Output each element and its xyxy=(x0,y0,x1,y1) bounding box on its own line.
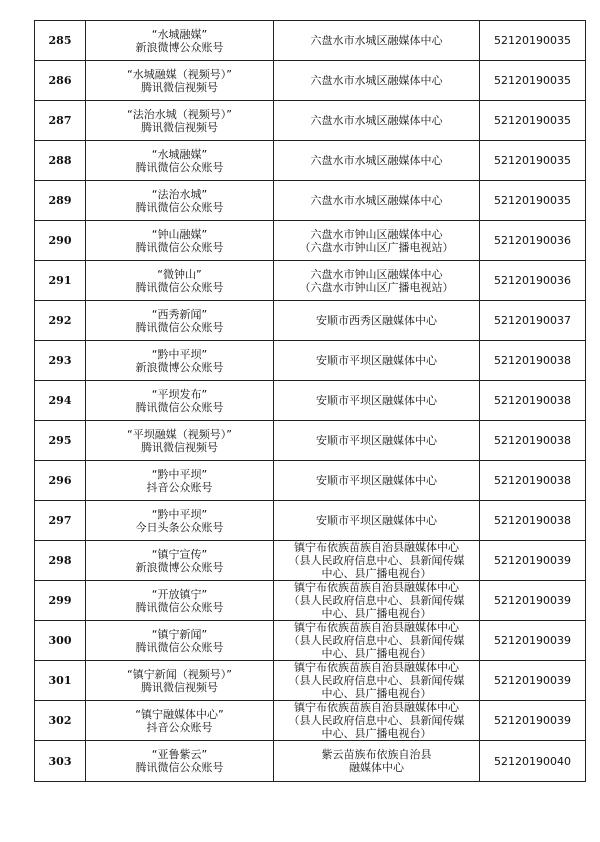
table-row xyxy=(35,341,586,381)
account-name-cell xyxy=(86,341,274,381)
license-code-cell: 52120190035 xyxy=(480,181,586,221)
organization-line: 安顺市平坝区融媒体中心 xyxy=(316,474,437,487)
license-code-cell: 52120190035 xyxy=(480,61,586,101)
license-code-cell: 52120190036 xyxy=(480,261,586,301)
organization-line: 安顺市平坝区融媒体中心 xyxy=(316,354,437,367)
organization-line: 六盘水市水城区融媒体中心 xyxy=(310,154,443,167)
table-row xyxy=(35,181,586,221)
account-name-cell xyxy=(86,741,274,782)
table-row xyxy=(35,221,586,261)
table-row xyxy=(35,741,586,782)
row-number-cell: 295 xyxy=(35,421,86,461)
table-row xyxy=(35,701,586,741)
license-code-cell: 52120190035 xyxy=(480,141,586,181)
organization-cell xyxy=(274,301,480,341)
account-name-cell xyxy=(86,141,274,181)
organization-line: 中心、县广播电视台） xyxy=(321,607,432,620)
row-number-cell: 290 xyxy=(35,221,86,261)
license-code-cell: 52120190040 xyxy=(480,741,586,782)
table-row xyxy=(35,541,586,581)
account-name-line: “平坝融媒（视频号）” xyxy=(127,427,232,441)
license-code-cell: 52120190039 xyxy=(480,621,586,661)
organization-cell xyxy=(274,581,480,621)
license-code-cell: 52120190038 xyxy=(480,461,586,501)
table-row xyxy=(35,421,586,461)
organization-line: 安顺市平坝区融媒体中心 xyxy=(316,434,437,447)
account-name-line: 新浪微博公众账号 xyxy=(135,360,224,374)
account-name-line: “水城融媒（视频号）” xyxy=(127,67,232,81)
organization-line: 镇宁布依族苗族自治县融媒体中心 xyxy=(294,541,459,554)
organization-cell xyxy=(274,421,480,461)
account-name-line: “平坝发布” xyxy=(151,387,208,401)
account-name-cell xyxy=(86,381,274,421)
account-name-line: 腾讯微信视频号 xyxy=(141,120,218,134)
license-code-cell: 52120190036 xyxy=(480,221,586,261)
account-name-cell xyxy=(86,701,274,741)
organization-line: 镇宁布依族苗族自治县融媒体中心 xyxy=(294,661,459,674)
row-number-cell: 287 xyxy=(35,101,86,141)
account-name-line: 腾讯微信公众账号 xyxy=(135,400,224,414)
row-number-cell: 292 xyxy=(35,301,86,341)
organization-line: 融媒体中心 xyxy=(349,761,404,774)
organization-line: （县人民政府信息中心、县新闻传媒 xyxy=(288,634,465,647)
account-name-cell xyxy=(86,61,274,101)
account-name-cell xyxy=(86,21,274,61)
organization-line: 中心、县广播电视台） xyxy=(321,567,432,580)
organization-cell xyxy=(274,461,480,501)
organization-line: 六盘水市水城区融媒体中心 xyxy=(310,74,443,87)
row-number-cell: 299 xyxy=(35,581,86,621)
account-name-line: “镇宁新闻（视频号）” xyxy=(127,667,232,681)
row-number-cell: 298 xyxy=(35,541,86,581)
account-name-cell xyxy=(86,101,274,141)
organization-cell xyxy=(274,661,480,701)
table-row xyxy=(35,581,586,621)
license-code-cell: 52120190038 xyxy=(480,421,586,461)
organization-cell xyxy=(274,101,480,141)
organization-line: （县人民政府信息中心、县新闻传媒 xyxy=(288,674,465,687)
organization-cell xyxy=(274,741,480,782)
account-name-line: “微钟山” xyxy=(157,267,202,281)
account-name-cell xyxy=(86,421,274,461)
account-name-cell xyxy=(86,621,274,661)
organization-cell xyxy=(274,501,480,541)
account-name-line: “黔中平坝” xyxy=(151,507,208,521)
account-name-line: 腾讯微信公众账号 xyxy=(135,600,224,614)
row-number-cell: 301 xyxy=(35,661,86,701)
license-code-cell: 52120190038 xyxy=(480,341,586,381)
account-name-line: “亚鲁紫云” xyxy=(151,748,208,761)
organization-line: 镇宁布依族苗族自治县融媒体中心 xyxy=(294,621,459,634)
row-number-cell: 286 xyxy=(35,61,86,101)
table-row xyxy=(35,101,586,141)
table-row xyxy=(35,141,586,181)
account-name-line: “镇宁新闻” xyxy=(151,627,208,641)
organization-line: （县人民政府信息中心、县新闻传媒 xyxy=(288,714,465,727)
account-name-cell xyxy=(86,581,274,621)
organization-cell xyxy=(274,621,480,661)
account-name-line: 腾讯微信公众账号 xyxy=(135,280,224,294)
account-name-line: 新浪微博公众账号 xyxy=(135,40,224,54)
organization-line: 中心、县广播电视台） xyxy=(321,647,432,660)
registry-table-body xyxy=(35,21,586,782)
account-name-line: “开放镇宁” xyxy=(151,587,208,601)
organization-line: 镇宁布依族苗族自治县融媒体中心 xyxy=(294,581,459,594)
account-name-line: 新浪微博公众账号 xyxy=(135,560,224,574)
account-name-line: “法治水城（视频号）” xyxy=(127,107,232,121)
table-row xyxy=(35,621,586,661)
organization-line: 六盘水市水城区融媒体中心 xyxy=(310,34,443,47)
account-name-line: 腾讯微信视频号 xyxy=(141,680,218,694)
row-number-cell: 285 xyxy=(35,21,86,61)
organization-line: 六盘水市钟山区融媒体中心 xyxy=(310,267,443,281)
account-name-line: “黔中平坝” xyxy=(151,467,208,481)
organization-cell xyxy=(274,541,480,581)
table-row xyxy=(35,461,586,501)
account-name-cell xyxy=(86,501,274,541)
table-row xyxy=(35,21,586,61)
table-row xyxy=(35,501,586,541)
row-number-cell: 288 xyxy=(35,141,86,181)
account-name-line: 腾讯微信公众账号 xyxy=(135,200,224,214)
row-number-cell: 297 xyxy=(35,501,86,541)
account-name-line: “钟山融媒” xyxy=(151,227,208,241)
account-name-line: 腾讯微信公众账号 xyxy=(135,640,224,654)
row-number-cell: 293 xyxy=(35,341,86,381)
account-name-line: “西秀新闻” xyxy=(151,307,208,321)
organization-line: 六盘水市钟山区融媒体中心 xyxy=(310,227,443,241)
registry-table xyxy=(34,20,586,782)
organization-line: 中心、县广播电视台） xyxy=(321,687,432,700)
organization-cell xyxy=(274,141,480,181)
account-name-line: 抖音公众账号 xyxy=(146,720,213,734)
account-name-cell xyxy=(86,661,274,701)
account-name-line: “镇宁融媒体中心” xyxy=(135,707,224,721)
organization-line: 镇宁布依族苗族自治县融媒体中心 xyxy=(294,701,459,714)
table-row xyxy=(35,661,586,701)
account-name-line: 腾讯微信公众账号 xyxy=(135,320,224,334)
organization-line: 六盘水市水城区融媒体中心 xyxy=(310,114,443,127)
account-name-cell xyxy=(86,181,274,221)
account-name-line: “法治水城” xyxy=(151,187,208,201)
account-name-line: 腾讯微信视频号 xyxy=(141,80,218,94)
account-name-line: 腾讯微信视频号 xyxy=(141,440,218,454)
organization-cell xyxy=(274,701,480,741)
account-name-line: “镇宁宣传” xyxy=(151,547,208,561)
license-code-cell: 52120190039 xyxy=(480,661,586,701)
license-code-cell: 52120190039 xyxy=(480,581,586,621)
organization-line: 中心、县广播电视台） xyxy=(321,727,432,740)
account-name-line: 腾讯微信公众账号 xyxy=(135,160,224,174)
organization-line: 安顺市平坝区融媒体中心 xyxy=(316,394,437,407)
row-number-cell: 289 xyxy=(35,181,86,221)
organization-cell xyxy=(274,261,480,301)
table-row xyxy=(35,301,586,341)
organization-line: 六盘水市水城区融媒体中心 xyxy=(310,194,443,207)
organization-cell xyxy=(274,61,480,101)
row-number-cell: 296 xyxy=(35,461,86,501)
row-number-cell: 300 xyxy=(35,621,86,661)
table-row xyxy=(35,381,586,421)
account-name-line: “水城融媒” xyxy=(151,147,208,161)
license-code-cell: 52120190035 xyxy=(480,101,586,141)
organization-line: （六盘水市钟山区广播电视站） xyxy=(299,280,454,294)
organization-cell xyxy=(274,341,480,381)
row-number-cell: 291 xyxy=(35,261,86,301)
organization-line: （县人民政府信息中心、县新闻传媒 xyxy=(288,554,465,567)
license-code-cell: 52120190037 xyxy=(480,301,586,341)
account-name-line: 抖音公众账号 xyxy=(146,480,213,494)
organization-line: （县人民政府信息中心、县新闻传媒 xyxy=(288,594,465,607)
account-name-cell xyxy=(86,261,274,301)
license-code-cell: 52120190039 xyxy=(480,541,586,581)
row-number-cell: 294 xyxy=(35,381,86,421)
license-code-cell: 52120190038 xyxy=(480,501,586,541)
account-name-cell xyxy=(86,461,274,501)
row-number-cell: 302 xyxy=(35,701,86,741)
license-code-cell: 52120190038 xyxy=(480,381,586,421)
account-name-line: “水城融媒” xyxy=(151,27,208,41)
account-name-line: 腾讯微信公众账号 xyxy=(135,761,224,774)
organization-line: 安顺市西秀区融媒体中心 xyxy=(316,314,437,327)
table-row xyxy=(35,261,586,301)
row-number-cell: 303 xyxy=(35,741,86,782)
account-name-line: 腾讯微信公众账号 xyxy=(135,240,224,254)
account-name-cell xyxy=(86,221,274,261)
license-code-cell: 52120190035 xyxy=(480,21,586,61)
account-name-line: “黔中平坝” xyxy=(151,347,208,361)
organization-cell xyxy=(274,221,480,261)
organization-cell xyxy=(274,381,480,421)
organization-cell xyxy=(274,21,480,61)
organization-cell xyxy=(274,181,480,221)
license-code-cell: 52120190039 xyxy=(480,701,586,741)
organization-line: （六盘水市钟山区广播电视站） xyxy=(299,240,454,254)
account-name-line: 今日头条公众账号 xyxy=(135,520,224,534)
organization-line: 安顺市平坝区融媒体中心 xyxy=(316,514,437,527)
account-name-cell xyxy=(86,301,274,341)
account-name-cell xyxy=(86,541,274,581)
organization-line: 紫云苗族布依族自治县 xyxy=(321,748,432,761)
table-row xyxy=(35,61,586,101)
